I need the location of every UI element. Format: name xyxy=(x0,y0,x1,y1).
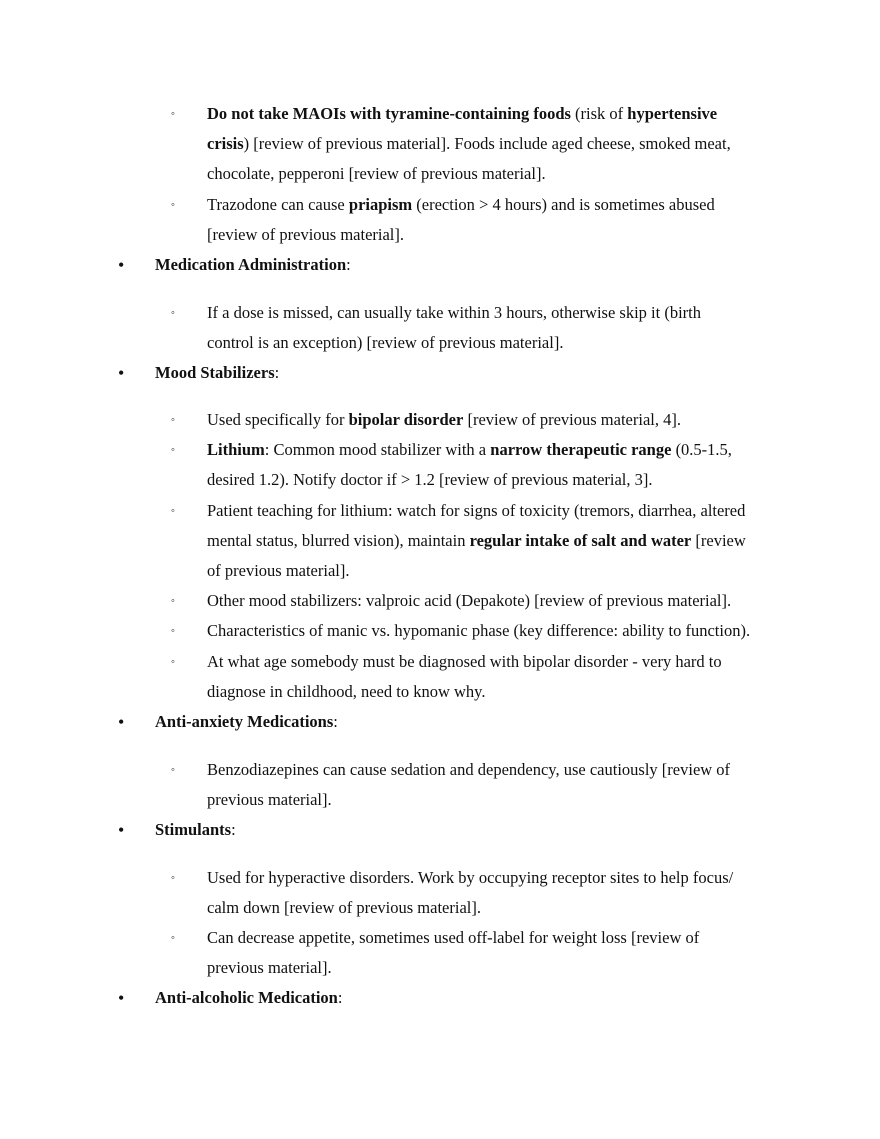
hyperactive-line-1: Used for hyperactive disorders. Work by occupying receptor sites to help focus/ xyxy=(207,868,734,887)
appetite-line-2: previous material]. xyxy=(207,958,332,977)
sub-bullet: ◦ xyxy=(171,108,175,120)
bipolar-line xyxy=(207,405,681,435)
text-run: (risk of xyxy=(570,104,628,123)
maoi-line-2 xyxy=(207,129,731,159)
sub-bullet: ◦ xyxy=(171,444,175,456)
missed-dose-line-2: control is an exception) [review of previous material]. xyxy=(207,333,564,352)
benzo-line-2: previous material]. xyxy=(207,790,332,809)
bold-term: narrow therapeutic range xyxy=(490,440,672,459)
text-run: : Common mood stabilizer with a xyxy=(264,440,491,459)
appetite-line-1: Can decrease appetite, sometimes used off-label for weight loss [review of xyxy=(207,928,700,947)
sub-bullet: ◦ xyxy=(171,595,175,607)
age-line-1: At what age somebody must be diagnosed with bipolar disorder - very hard to xyxy=(207,652,722,671)
text-run: : xyxy=(333,712,338,731)
maoi-line-3: chocolate, pepperoni [review of previous material]. xyxy=(207,164,546,183)
text-run: Used specifically for xyxy=(207,410,349,429)
bold-term: priapism xyxy=(348,195,413,214)
trazodone-line-2: [review of previous material]. xyxy=(207,225,405,244)
teaching-line-1: Patient teaching for lithium: watch for signs of toxicity (tremors, diarrhea, altered xyxy=(207,501,746,520)
text-run: : xyxy=(346,255,351,274)
text-run: [review xyxy=(691,531,746,550)
sub-bullet: ◦ xyxy=(171,414,175,426)
text-run: ) [review of previous material]. Foods include aged cheese, smoked meat, xyxy=(243,134,731,153)
sub-bullet: ◦ xyxy=(171,872,175,884)
heading-text: Anti-anxiety Medications xyxy=(155,712,334,731)
age-line-2: diagnose in childhood, need to know why. xyxy=(207,682,486,701)
section-heading-alcohol xyxy=(155,983,342,1013)
main-bullet: • xyxy=(118,988,125,1008)
bold-term: hypertensive xyxy=(627,104,718,123)
sub-bullet: ◦ xyxy=(171,932,175,944)
sub-bullet: ◦ xyxy=(171,656,175,668)
text-run: (erection > 4 hours) and is sometimes abused xyxy=(412,195,715,214)
text-run: : xyxy=(337,988,343,1007)
text-run: : xyxy=(231,820,236,839)
heading-text: Medication Administration xyxy=(155,255,347,274)
other-stabilizers-line: Other mood stabilizers: valproic acid (Depakote) [review of previous material]. xyxy=(207,591,732,610)
teaching-line-2 xyxy=(207,526,746,556)
main-bullet: • xyxy=(118,712,125,732)
trazodone-line-1 xyxy=(207,190,715,220)
text-run: mental status, blurred vision), maintain xyxy=(207,531,470,550)
bold-term: bipolar disorder xyxy=(348,410,464,429)
hyperactive-line-2: calm down [review of previous material]. xyxy=(207,898,481,917)
sub-bullet: ◦ xyxy=(171,199,175,211)
missed-dose-line-1: If a dose is missed, can usually take within 3 hours, otherwise skip it (birth xyxy=(207,303,702,322)
section-heading-anxiety xyxy=(155,707,338,737)
bold-term: Lithium xyxy=(207,440,265,459)
sub-bullet: ◦ xyxy=(171,307,175,319)
section-heading-med-admin xyxy=(155,250,351,280)
text-run: [review of previous material, 4]. xyxy=(463,410,681,429)
text-run: (0.5-1.5, xyxy=(671,440,732,459)
benzo-line-1: Benzodiazepines can cause sedation and dependency, use cautiously [review of xyxy=(207,760,731,779)
bold-term: regular intake of salt and water xyxy=(469,531,692,550)
teaching-line-3: of previous material]. xyxy=(207,561,350,580)
sub-bullet: ◦ xyxy=(171,625,175,637)
section-heading-mood xyxy=(155,358,279,388)
lithium-line-2: desired 1.2). Notify doctor if > 1.2 [review of previous material, 3]. xyxy=(207,470,653,489)
heading-text: Mood Stabilizers xyxy=(155,363,275,382)
main-bullet: • xyxy=(118,363,125,383)
section-heading-stimulants xyxy=(155,815,236,845)
heading-text: Anti-alcoholic Medication xyxy=(155,988,338,1007)
manic-line: Characteristics of manic vs. hypomanic phase (key difference: ability to function). xyxy=(207,621,751,640)
maoi-warning: Do not take MAOIs with tyramine-containing foods xyxy=(207,104,571,123)
lithium-line-1 xyxy=(207,435,732,465)
sub-bullet: ◦ xyxy=(171,505,175,517)
bold-term: crisis xyxy=(207,134,244,153)
heading-text: Stimulants xyxy=(155,820,232,839)
text-run: : xyxy=(274,363,280,382)
text-run: Trazodone can cause xyxy=(207,195,349,214)
main-bullet: • xyxy=(118,255,125,275)
sub-bullet: ◦ xyxy=(171,764,175,776)
main-bullet: • xyxy=(118,820,125,840)
maoi-line-1 xyxy=(207,99,717,129)
